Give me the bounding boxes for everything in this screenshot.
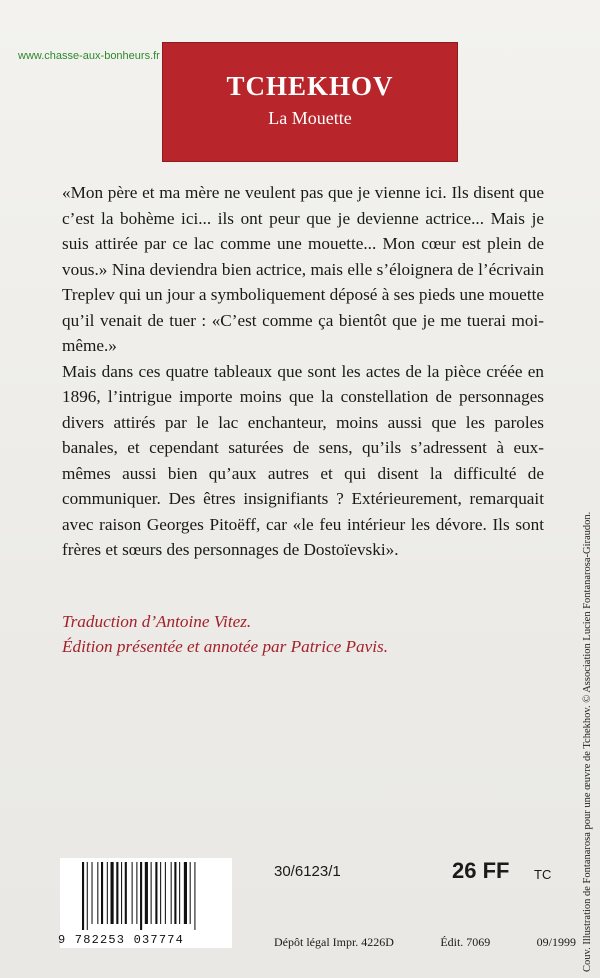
- translation-credit: Traduction d’Antoine Vitez.: [62, 612, 252, 631]
- watermark-url: www.chasse-aux-bonheurs.fr: [18, 50, 160, 62]
- print-date: 09/1999: [536, 935, 576, 949]
- legal-deposit: Dépôt légal Impr. 4226D: [274, 935, 394, 949]
- barcode-icon: [80, 862, 232, 930]
- legal-line: [274, 935, 576, 950]
- blurb-text: [62, 180, 544, 563]
- author-name: TCHEKHOV: [226, 71, 394, 101]
- price: 26 FF: [452, 858, 510, 883]
- edition-credits: [62, 609, 542, 659]
- blurb-paragraph-1: «Mon père et ma mère ne veulent pas que je vienne ici. Ils disent que c’est la bohème ici... ils ont peur que je devienne actrice... Mais je suis attirée par ce lac comme une mouette... Mon cœur est plein de vous.» Nina deviendra bien actrice, mais elle s’éloignera de l’écrivain Treplev qui un jour a symboliquement déposé à ses pieds une mouette qu’il venait de tuer : «C’est comme ça bientôt que je me tuerai moi-même.»: [62, 183, 544, 355]
- title-box: [162, 42, 458, 162]
- cover-illustration-credit: Couv. Illustration de Fontanarosa pour une œuvre de Tchekhov. © Association Lucien Fontanarosa-Giraudon.: [582, 511, 593, 972]
- barcode-digits: 9 782253 037774: [58, 933, 185, 947]
- blurb-paragraph-2: Mais dans ces quatre tableaux que sont les actes de la pièce créée en 1896, l’intrigue importe moins que la constellation de personnages divers attirés par le lac enchanteur, moins aussi que les paroles banales, et cependant saturées de sens, qu’ils s’adressent à eux-mêmes aussi bien qu’aux autres et qui disent la difficulté de communiquer. Des êtres insignifiants ? Extérieurement, remarquait avec raison Georges Pitoëff, car «le feu intérieur les dévore. Ils sont frères et sœurs des personnages de Dostoïevski».: [62, 361, 544, 559]
- work-title: La Mouette: [268, 108, 352, 128]
- edition-credit: Édition présentée et annotée par Patrice Pavis.: [62, 637, 389, 656]
- price-suffix: TC: [534, 867, 552, 882]
- reference-code: 30/6123/1: [274, 863, 341, 880]
- edition-number: Édit. 7069: [440, 935, 491, 949]
